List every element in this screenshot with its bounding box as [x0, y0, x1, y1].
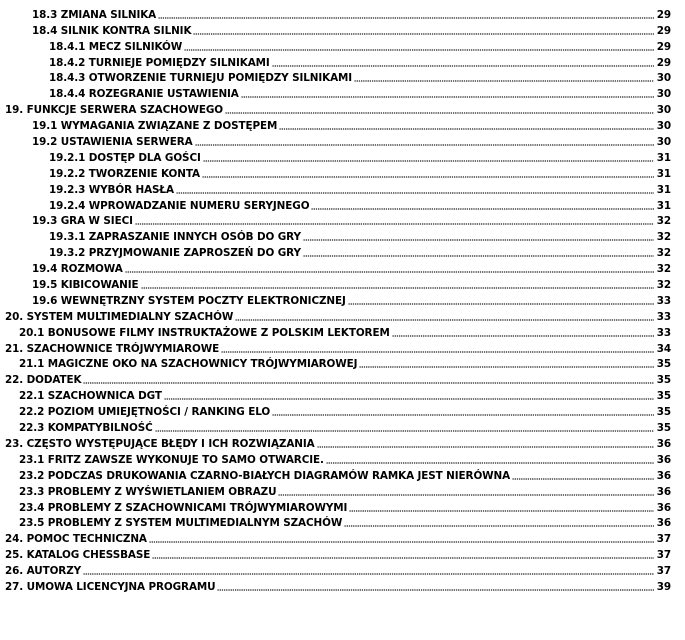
toc-entry[interactable] [0, 53, 685, 69]
toc-entry-page-number: 33 [656, 294, 671, 307]
toc-entry-title: 23.2 PODCZAS DRUKOWANIA CZARNO-BIAŁYCH DIAGRAMÓW RAMKA JEST NIERÓWNA [19, 469, 511, 482]
toc-entry-page-number: 31 [656, 167, 671, 180]
toc-entry-page-number: 36 [656, 501, 671, 514]
dot-leader [158, 17, 654, 19]
toc-entry-page-number: 35 [656, 422, 671, 435]
toc-entry-title: 19.3 GRA W SIECI [32, 215, 133, 228]
toc-entry-title: 19.2 USTAWIENIA SERWERA [32, 136, 193, 149]
dot-leader [348, 303, 654, 305]
toc-entry-page-number: 36 [656, 485, 671, 498]
dot-leader [202, 176, 654, 178]
toc-entry-page-number: 37 [656, 549, 671, 562]
toc-entry[interactable] [0, 370, 685, 386]
toc-entry-page-number: 32 [656, 215, 671, 228]
toc-entry-title: 19.2.2 TWORZENIE KONTA [49, 167, 200, 180]
dot-leader [349, 510, 654, 512]
dot-leader [135, 223, 654, 225]
dot-leader [303, 239, 654, 241]
toc-entry-page-number: 39 [656, 580, 671, 593]
toc-entry[interactable] [0, 21, 685, 37]
toc-entry[interactable] [0, 69, 685, 85]
toc-entry-title: 19.5 KIBICOWANIE [32, 279, 139, 292]
toc-entry-page-number: 31 [656, 183, 671, 196]
dot-leader [217, 589, 654, 591]
dot-leader [221, 351, 654, 353]
toc-entry-page-number: 32 [656, 279, 671, 292]
dot-leader [125, 271, 654, 273]
toc-entry[interactable] [0, 5, 685, 21]
dot-leader [225, 112, 654, 114]
toc-entry-page-number: 35 [656, 374, 671, 387]
toc-entry[interactable] [0, 418, 685, 434]
toc-entry[interactable] [0, 212, 685, 228]
toc-entry-title: 27. UMOWA LICENCYJNA PROGRAMU [5, 580, 216, 593]
toc-entry-page-number: 29 [656, 8, 671, 21]
toc-entry[interactable] [0, 180, 685, 196]
dot-leader [344, 525, 654, 527]
toc-entry-title: 22.2 POZIOM UMIEJĘTNOŚCI / RANKING ELO [19, 406, 271, 419]
toc-entry-title: 23. CZĘSTO WYSTĘPUJĄCE BŁĘDY I ICH ROZWIĄZANIA [5, 437, 315, 450]
toc-entry[interactable] [0, 561, 685, 577]
toc-entry-page-number: 30 [656, 72, 671, 85]
toc-entry-page-number: 31 [656, 199, 671, 212]
dot-leader [354, 80, 654, 82]
toc-entry-page-number: 34 [656, 342, 671, 355]
toc-entry-page-number: 30 [656, 104, 671, 117]
toc-entry-title: 19.2.4 WPROWADZANIE NUMERU SERYJNEGO [49, 199, 310, 212]
toc-entry-title: 24. POMOC TECHNICZNA [5, 533, 147, 546]
toc-entry[interactable] [0, 482, 685, 498]
dot-leader [195, 144, 654, 146]
dot-leader [176, 192, 654, 194]
toc-entry-title: 18.4.2 TURNIEJE POMIĘDZY SILNIKAMI [49, 56, 270, 69]
toc-entry[interactable] [0, 227, 685, 243]
toc-entry-title: 18.4.1 MECZ SILNIKÓW [49, 40, 183, 53]
dot-leader [184, 49, 654, 51]
dot-leader [512, 478, 654, 480]
toc-entry[interactable] [0, 355, 685, 371]
toc-entry[interactable] [0, 275, 685, 291]
toc-entry[interactable] [0, 84, 685, 100]
toc-entry-title: 19.3.2 PRZYJMOWANIE ZAPROSZEŃ DO GRY [49, 247, 301, 260]
dot-leader [278, 494, 654, 496]
toc-entry[interactable] [0, 498, 685, 514]
toc-entry-title: 20. SYSTEM MULTIMEDIALNY SZACHÓW [5, 310, 234, 323]
toc-entry[interactable] [0, 37, 685, 53]
toc-entry[interactable] [0, 529, 685, 545]
toc-entry-title: 19.6 WEWNĘTRZNY SYSTEM POCZTY ELEKTRONICZNEJ [32, 294, 346, 307]
toc-entry[interactable] [0, 450, 685, 466]
toc-entry[interactable] [0, 514, 685, 530]
toc-entry-page-number: 37 [656, 565, 671, 578]
toc-entry-page-number: 31 [656, 151, 671, 164]
toc-entry[interactable] [0, 434, 685, 450]
toc-entry-title: 19.1 WYMAGANIA ZWIĄZANE Z DOSTĘPEM [32, 120, 278, 133]
toc-entry[interactable] [0, 100, 685, 116]
toc-entry[interactable] [0, 545, 685, 561]
toc-entry-title: 19.4 ROZMOWA [32, 263, 123, 276]
dot-leader [303, 255, 654, 257]
dot-leader [141, 287, 654, 289]
toc-entry-page-number: 36 [656, 469, 671, 482]
toc-entry-title: 23.3 PROBLEMY Z WYŚWIETLANIEM OBRAZU [19, 485, 277, 498]
dot-leader [164, 398, 654, 400]
toc-entry[interactable] [0, 323, 685, 339]
dot-leader [311, 208, 654, 210]
toc-entry-title: 20.1 BONUSOWE FILMY INSTRUKTAŻOWE Z POLSKIM LEKTOREM [19, 326, 390, 339]
toc-entry[interactable] [0, 116, 685, 132]
toc-entry[interactable] [0, 466, 685, 482]
dot-leader [241, 96, 654, 98]
toc-entry-page-number: 30 [656, 136, 671, 149]
dot-leader [272, 65, 654, 67]
toc-entry[interactable] [0, 402, 685, 418]
toc-entry-page-number: 33 [656, 326, 671, 339]
dot-leader [149, 541, 654, 543]
toc-entry-title: 18.4 SILNIK KONTRA SILNIK [32, 24, 192, 37]
toc-entry[interactable] [0, 132, 685, 148]
toc-entry[interactable] [0, 259, 685, 275]
toc-entry[interactable] [0, 243, 685, 259]
dot-leader [203, 160, 654, 162]
toc-entry[interactable] [0, 339, 685, 355]
toc-entry-page-number: 29 [656, 56, 671, 69]
toc-entry-title: 19.2.3 WYBÓR HASŁA [49, 183, 174, 196]
toc-entry-title: 21. SZACHOWNICE TRÓJWYMIAROWE [5, 342, 220, 355]
dot-leader [155, 430, 654, 432]
toc-entry-title: 19.3.1 ZAPRASZANIE INNYCH OSÓB DO GRY [49, 231, 301, 244]
toc-entry-page-number: 30 [656, 88, 671, 101]
toc-entry-title: 18.3 ZMIANA SILNIKA [32, 8, 157, 21]
toc-entry-page-number: 30 [656, 120, 671, 133]
dot-leader [359, 366, 654, 368]
toc-entry[interactable] [0, 577, 685, 593]
dot-leader [326, 462, 654, 464]
toc-entry[interactable] [0, 196, 685, 212]
toc-entry-title: 19.2.1 DOSTĘP DLA GOŚCI [49, 151, 201, 164]
toc-entry-title: 26. AUTORZY [5, 565, 82, 578]
toc-entry-title: 21.1 MAGICZNE OKO NA SZACHOWNICY TRÓJWYMIAROWEJ [19, 358, 358, 371]
toc-entry[interactable] [0, 148, 685, 164]
toc-entry-title: 18.4.4 ROZEGRANIE USTAWIENIA [49, 88, 239, 101]
toc-entry-title: 19. FUNKCJE SERWERA SZACHOWEGO [5, 104, 223, 117]
toc-entry-title: 22. DODATEK [5, 374, 82, 387]
toc-entry[interactable] [0, 307, 685, 323]
toc-entry-page-number: 37 [656, 533, 671, 546]
dot-leader [83, 573, 654, 575]
toc-entry-page-number: 36 [656, 453, 671, 466]
dot-leader [235, 319, 654, 321]
toc-entry-title: 22.3 KOMPATYBILNOŚĆ [19, 422, 153, 435]
toc-entry-page-number: 36 [656, 437, 671, 450]
toc-entry[interactable] [0, 386, 685, 402]
toc-entry[interactable] [0, 164, 685, 180]
dot-leader [317, 446, 654, 448]
toc-entry-page-number: 35 [656, 358, 671, 371]
dot-leader [152, 557, 654, 559]
toc-entry-page-number: 29 [656, 24, 671, 37]
toc-entry-page-number: 32 [656, 231, 671, 244]
toc-entry-page-number: 35 [656, 406, 671, 419]
toc-entry[interactable] [0, 291, 685, 307]
toc-entry-title: 25. KATALOG CHESSBASE [5, 549, 151, 562]
toc-entry-page-number: 33 [656, 310, 671, 323]
toc-entry-title: 23.5 PROBLEMY Z SYSTEM MULTIMEDIALNYM SZACHÓW [19, 517, 343, 530]
toc-entry-page-number: 35 [656, 390, 671, 403]
toc-entry-page-number: 32 [656, 247, 671, 260]
dot-leader [83, 382, 654, 384]
toc-entry-page-number: 32 [656, 263, 671, 276]
dot-leader [272, 414, 654, 416]
toc-entry-title: 18.4.3 OTWORZENIE TURNIEJU POMIĘDZY SILNIKAMI [49, 72, 353, 85]
toc-entry-title: 23.4 PROBLEMY Z SZACHOWNICAMI TRÓJWYMIAROWYMI [19, 501, 348, 514]
dot-leader [193, 33, 654, 35]
table-of-contents [0, 5, 685, 593]
toc-entry-page-number: 29 [656, 40, 671, 53]
dot-leader [392, 335, 654, 337]
toc-entry-title: 22.1 SZACHOWNICA DGT [19, 390, 162, 403]
toc-entry-title: 23.1 FRITZ ZAWSZE WYKONUJE TO SAMO OTWARCIE. [19, 453, 324, 466]
dot-leader [279, 128, 654, 130]
toc-entry-page-number: 36 [656, 517, 671, 530]
